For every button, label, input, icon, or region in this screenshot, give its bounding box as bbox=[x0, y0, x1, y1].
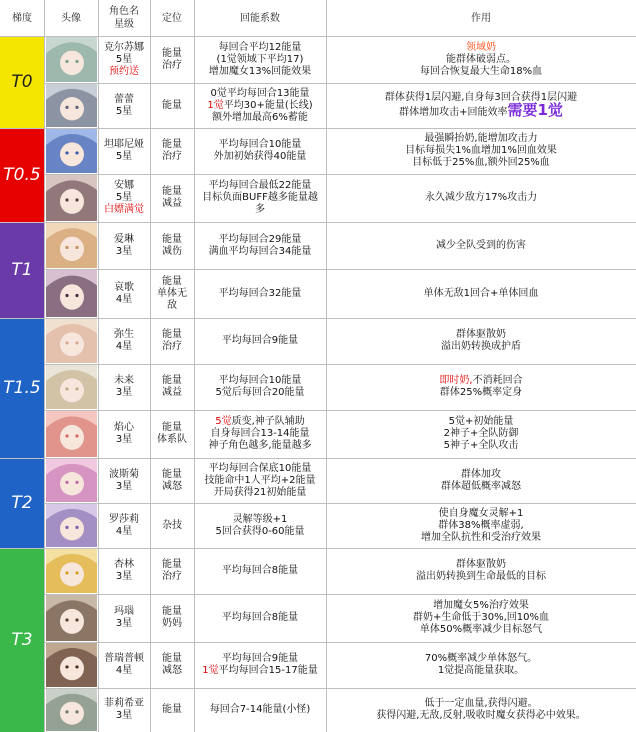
effect-cell bbox=[326, 548, 636, 594]
role-cell bbox=[150, 594, 194, 642]
effect-cell bbox=[326, 503, 636, 548]
energy-line: 平均每回合9能量 bbox=[221, 335, 299, 346]
character-name-cell bbox=[98, 503, 150, 548]
effect-line: 目标每损失1%血增加1%回血效果 bbox=[405, 145, 557, 156]
effect-cell bbox=[326, 688, 636, 732]
effect-line: 群体38%概率虚弱, bbox=[438, 519, 524, 531]
role-tag: 能量 bbox=[162, 468, 182, 480]
star-rating: 3星 bbox=[115, 618, 133, 629]
effect-line: 单体无敌1回合+单体回血 bbox=[423, 287, 539, 299]
role-tag: 能量 bbox=[162, 275, 182, 287]
energy-line: 技能命中1人平均+2能量 bbox=[204, 474, 316, 486]
role-tag: 减怒 bbox=[162, 480, 182, 492]
energy-line: 开局获得21初始能量 bbox=[213, 486, 307, 498]
effect-line: 目标低于25%血,额外回25%血 bbox=[412, 157, 550, 168]
role-cell bbox=[150, 222, 194, 269]
character-name: 蕾蕾 bbox=[114, 93, 134, 105]
effect-line: 减少全队受到的伤害 bbox=[436, 239, 526, 251]
character-name-cell bbox=[98, 688, 150, 732]
character-avatar bbox=[45, 503, 98, 548]
role-tag: 减益 bbox=[162, 198, 182, 209]
character-avatar bbox=[45, 688, 98, 732]
character-name-cell bbox=[98, 269, 150, 318]
star-rating: 3星 bbox=[115, 245, 133, 257]
energy-line: 平均每回合9能量 bbox=[221, 653, 299, 664]
effect-line: 每回合恢复最大生命18%血 bbox=[419, 65, 543, 77]
row-divider bbox=[44, 83, 636, 84]
energy-cell bbox=[194, 128, 326, 174]
star-rating: 5星 bbox=[115, 105, 133, 117]
effect-line: 溢出奶转换到生命最低的目标 bbox=[416, 571, 546, 582]
role-tag: 能量 bbox=[162, 422, 182, 433]
effect-line: 群体超低概率减怒 bbox=[441, 480, 521, 492]
character-avatar bbox=[45, 594, 98, 642]
character-name: 哀歌 bbox=[114, 281, 134, 293]
character-name-cell bbox=[98, 364, 150, 410]
effect-line: 增加魔女5%治疗效果 bbox=[433, 600, 529, 611]
effect-cell bbox=[326, 128, 636, 174]
energy-line: 0觉平均每回合13能量 bbox=[210, 87, 310, 99]
header-energy: 回能系数 bbox=[240, 12, 280, 24]
role-tag: 能量 bbox=[162, 329, 182, 340]
character-name: 焰心 bbox=[114, 422, 134, 433]
role-tag: 能量 bbox=[162, 559, 182, 570]
role-cell bbox=[150, 318, 194, 364]
tier-label: T1.5 bbox=[0, 318, 44, 458]
character-name: 波斯菊 bbox=[109, 468, 139, 480]
star-rating: 3星 bbox=[115, 434, 133, 445]
star-rating: 4星 bbox=[115, 665, 133, 676]
effect-line: 5觉+初始能量 bbox=[448, 416, 514, 427]
character-avatar bbox=[45, 36, 98, 83]
role-tag: 能量 bbox=[162, 653, 182, 664]
row-divider bbox=[44, 269, 636, 270]
effect-cell bbox=[326, 594, 636, 642]
effect-cell bbox=[326, 269, 636, 318]
row-divider bbox=[44, 642, 636, 643]
energy-cell bbox=[194, 594, 326, 642]
energy-line: 每回合7-14能量(小怪) bbox=[209, 704, 311, 715]
effect-flag: 需要1觉 bbox=[507, 101, 563, 119]
character-name: 罗莎莉 bbox=[109, 513, 139, 525]
energy-line: 每回合平均12能量 bbox=[218, 41, 302, 53]
character-avatar bbox=[45, 410, 98, 458]
role-tag: 治疗 bbox=[162, 341, 182, 352]
character-name: 未来 bbox=[114, 375, 134, 386]
character-name-cell bbox=[98, 410, 150, 458]
character-avatar bbox=[45, 128, 98, 174]
character-avatar bbox=[45, 174, 98, 222]
row-divider bbox=[0, 318, 636, 319]
row-divider bbox=[0, 128, 636, 129]
energy-line: 自身每回合13-14能量 bbox=[210, 428, 310, 439]
effect-cell bbox=[326, 36, 636, 83]
energy-cell bbox=[194, 410, 326, 458]
role-tag: 能量 bbox=[162, 375, 182, 386]
role-tag: 能量 bbox=[162, 139, 182, 150]
energy-line: 5觉后每回合20能量 bbox=[215, 387, 305, 398]
effect-cell bbox=[326, 364, 636, 410]
star-rating: 3星 bbox=[115, 480, 133, 492]
energy-cell bbox=[194, 503, 326, 548]
energy-cell bbox=[194, 36, 326, 83]
role-tag: 治疗 bbox=[162, 59, 182, 71]
character-avatar bbox=[45, 269, 98, 318]
effect-line: 群体获得1层闪避,自身每3回合获得1层闪避 bbox=[384, 92, 578, 103]
energy-flag: 5觉 bbox=[215, 416, 232, 427]
effect-line: 70%概率减少单体怒气。 bbox=[424, 653, 538, 664]
energy-line: 平均每回合8能量 bbox=[221, 612, 299, 623]
star-rating: 5星 bbox=[115, 53, 133, 65]
role-tag: 体系队 bbox=[157, 434, 187, 445]
header-avatar: 头像 bbox=[61, 12, 81, 24]
energy-cell bbox=[194, 364, 326, 410]
character-avatar bbox=[45, 83, 98, 128]
role-cell bbox=[150, 36, 194, 83]
row-divider bbox=[44, 594, 636, 595]
column-divider bbox=[194, 0, 195, 732]
character-name-cell bbox=[98, 174, 150, 222]
effect-line: 增加全队抗性和受治疗效果 bbox=[421, 531, 541, 543]
effect-line: 单体50%概率减少目标怒气 bbox=[419, 624, 543, 635]
role-cell bbox=[150, 83, 194, 128]
character-name: 坦耶尼娅 bbox=[104, 139, 144, 150]
tier-label: T2 bbox=[0, 458, 44, 548]
role-tag: 能量 bbox=[162, 233, 182, 245]
character-avatar bbox=[45, 318, 98, 364]
energy-cell bbox=[194, 548, 326, 594]
effect-line: 5神子+全队攻击 bbox=[443, 440, 519, 451]
energy-line: 目标负面BUFF越多能量越 bbox=[202, 192, 318, 203]
character-name-cell bbox=[98, 548, 150, 594]
character-name-cell bbox=[98, 36, 150, 83]
header-name: 角色名 星级 bbox=[109, 6, 139, 30]
role-tag: 治疗 bbox=[162, 151, 182, 162]
character-name: 安娜 bbox=[114, 180, 134, 191]
effect-cell bbox=[326, 83, 636, 128]
role-cell bbox=[150, 548, 194, 594]
energy-cell bbox=[194, 642, 326, 688]
star-rating: 3星 bbox=[115, 710, 133, 721]
effect-line: 2神子+全队防御 bbox=[443, 428, 519, 439]
energy-cell bbox=[194, 318, 326, 364]
effect-line: 群体25%概率定身 bbox=[439, 387, 523, 398]
effect-line: 使自身魔女灵解+1 bbox=[438, 507, 524, 519]
column-divider bbox=[150, 0, 151, 732]
character-avatar bbox=[45, 458, 98, 503]
tier-label: T0 bbox=[0, 36, 44, 128]
effect-cell bbox=[326, 410, 636, 458]
energy-cell bbox=[194, 174, 326, 222]
character-name: 爱琳 bbox=[114, 233, 134, 245]
energy-line: 5觉质变,神子队辅助 bbox=[215, 416, 305, 427]
role-tag: 减怒 bbox=[162, 665, 182, 676]
star-rating: 3星 bbox=[115, 571, 133, 582]
effect-line: 永久减少敌方17%攻击力 bbox=[424, 192, 538, 203]
effect-cell bbox=[326, 222, 636, 269]
row-divider bbox=[0, 458, 636, 459]
energy-cell bbox=[194, 222, 326, 269]
energy-line: 满血平均每回合34能量 bbox=[208, 245, 312, 257]
effect-line: 即时奶,不消耗回合 bbox=[439, 375, 523, 386]
character-name-cell bbox=[98, 594, 150, 642]
star-rating: 5星 bbox=[115, 192, 133, 203]
role-cell bbox=[150, 642, 194, 688]
energy-line: 5回合获得0-60能量 bbox=[215, 525, 305, 537]
energy-cell bbox=[194, 688, 326, 732]
effect-cell bbox=[326, 174, 636, 222]
character-name-cell bbox=[98, 83, 150, 128]
energy-line: 平均每回合32能量 bbox=[218, 287, 302, 299]
role-cell bbox=[150, 688, 194, 732]
star-rating: 5星 bbox=[115, 151, 133, 162]
energy-line: 1觉平均每回合15-17能量 bbox=[202, 665, 318, 676]
energy-flag: 1觉 bbox=[202, 665, 219, 676]
role-tag: 治疗 bbox=[162, 571, 182, 582]
energy-line: 平均每回合保底10能量 bbox=[208, 462, 312, 474]
energy-line: 增加魔女13%回能效果 bbox=[208, 65, 312, 77]
row-divider bbox=[0, 548, 636, 549]
row-divider bbox=[44, 503, 636, 504]
effect-line: 1觉提高能量获取。 bbox=[437, 665, 525, 676]
character-name: 玛瑙 bbox=[114, 606, 134, 617]
row-divider bbox=[0, 36, 636, 37]
role-tag: 能量 bbox=[162, 704, 182, 715]
role-tag: 能量 bbox=[162, 47, 182, 59]
role-tag: 奶妈 bbox=[162, 618, 182, 629]
tier-label: T3 bbox=[0, 548, 44, 732]
effect-line: 最强瞬抬奶,能增加攻击力 bbox=[424, 133, 538, 144]
energy-flag: 1觉 bbox=[207, 99, 224, 111]
role-tag: 杂技 bbox=[162, 519, 182, 531]
tier-label: T1 bbox=[0, 222, 44, 318]
effect-flag: 即时奶, bbox=[439, 375, 473, 386]
energy-line: 外加初始获得40能量 bbox=[213, 151, 307, 162]
row-divider bbox=[44, 410, 636, 411]
energy-line: 平均每回合8能量 bbox=[221, 565, 299, 576]
energy-line: 平均每回合10能量 bbox=[218, 375, 302, 386]
column-divider bbox=[98, 0, 99, 732]
effect-line: 低于一定血量,获得闪避。 bbox=[424, 698, 538, 709]
character-name: 菲莉希亚 bbox=[104, 698, 144, 709]
energy-line: 灵解等级+1 bbox=[232, 513, 288, 525]
role-cell bbox=[150, 364, 194, 410]
character-name: 弥生 bbox=[114, 329, 134, 340]
role-cell bbox=[150, 174, 194, 222]
energy-line: 神子角色越多,能量越多 bbox=[208, 440, 312, 451]
character-name-cell bbox=[98, 642, 150, 688]
character-avatar bbox=[45, 548, 98, 594]
effect-line: 群体增加攻击+回能效率需要1觉 bbox=[399, 101, 563, 119]
character-name: 普瑞普顿 bbox=[104, 653, 144, 664]
tier-label: T0.5 bbox=[0, 128, 44, 222]
header-role: 定位 bbox=[162, 12, 182, 24]
effect-line: 溢出奶转换成护盾 bbox=[441, 341, 521, 352]
character-name: 克尔苏娜 bbox=[104, 41, 144, 53]
energy-line: 平均每回合10能量 bbox=[218, 139, 302, 150]
effect-line: 领域奶 bbox=[466, 41, 496, 53]
effect-line: 群奶+生命低于30%,回10%血 bbox=[412, 612, 549, 623]
acquire-note: 白嫖满觉 bbox=[104, 204, 144, 215]
row-divider bbox=[44, 688, 636, 689]
star-rating: 4星 bbox=[115, 293, 133, 305]
effect-cell bbox=[326, 318, 636, 364]
role-cell bbox=[150, 128, 194, 174]
character-name-cell bbox=[98, 318, 150, 364]
header-effect: 作用 bbox=[471, 12, 491, 24]
column-divider bbox=[326, 0, 327, 732]
energy-line: 1觉平均30+能量(长线) bbox=[207, 99, 313, 111]
acquire-note: 预约送 bbox=[109, 65, 139, 77]
role-tag: 能量 bbox=[162, 606, 182, 617]
role-cell bbox=[150, 503, 194, 548]
effect-cell bbox=[326, 642, 636, 688]
energy-line: 额外增加最高6%蓄能 bbox=[212, 111, 308, 123]
energy-cell bbox=[194, 83, 326, 128]
star-rating: 4星 bbox=[115, 341, 133, 352]
row-divider bbox=[0, 222, 636, 223]
effect-cell bbox=[326, 458, 636, 503]
character-name-cell bbox=[98, 128, 150, 174]
effect-line: 能群体破弱点。 bbox=[446, 53, 516, 65]
role-tag: 能量 bbox=[162, 186, 182, 197]
energy-line: 平均每回合29能量 bbox=[218, 233, 302, 245]
character-avatar bbox=[45, 642, 98, 688]
energy-line: 平均每回合最低22能量 bbox=[208, 180, 312, 191]
star-rating: 4星 bbox=[115, 525, 133, 537]
role-tag: 单体无敌 bbox=[157, 287, 187, 311]
header-tier: 梯度 bbox=[12, 12, 32, 24]
effect-line: 群体驱散奶 bbox=[456, 559, 506, 570]
role-tag: 减伤 bbox=[162, 245, 182, 257]
effect-line: 群体驱散奶 bbox=[456, 329, 506, 340]
character-name: 杏林 bbox=[114, 559, 134, 570]
role-cell bbox=[150, 410, 194, 458]
column-divider bbox=[44, 0, 45, 732]
character-name-cell bbox=[98, 458, 150, 503]
character-avatar bbox=[45, 222, 98, 269]
role-cell bbox=[150, 269, 194, 318]
character-name-cell bbox=[98, 222, 150, 269]
energy-cell bbox=[194, 269, 326, 318]
role-cell bbox=[150, 458, 194, 503]
character-avatar bbox=[45, 364, 98, 410]
effect-line: 获得闪避,无敌,反射,吸收时魔女获得必中效果。 bbox=[376, 710, 586, 721]
row-divider bbox=[44, 174, 636, 175]
effect-line: 群体加攻 bbox=[461, 468, 501, 480]
row-divider bbox=[44, 364, 636, 365]
energy-cell bbox=[194, 458, 326, 503]
star-rating: 3星 bbox=[115, 387, 133, 398]
role-tag: 能量 bbox=[162, 99, 182, 111]
role-tag: 减益 bbox=[162, 387, 182, 398]
energy-line: 多 bbox=[255, 204, 265, 215]
energy-line: (1觉领域下平均17) bbox=[216, 53, 304, 65]
